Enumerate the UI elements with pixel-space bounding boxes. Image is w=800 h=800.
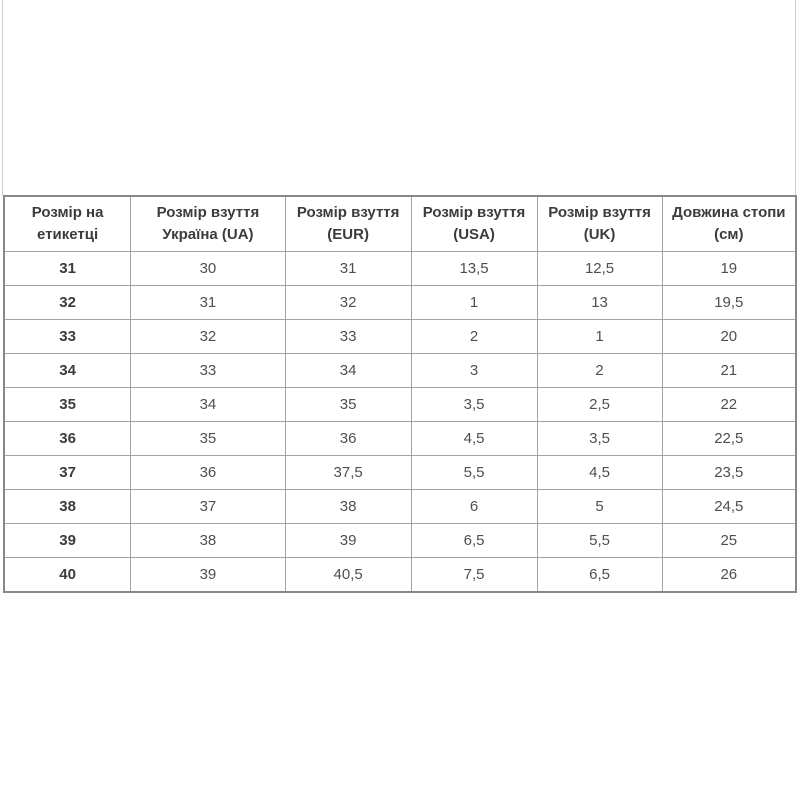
table-cell: 22 [662,388,796,422]
table-cell: 1 [537,320,662,354]
table-cell: 4,5 [537,456,662,490]
table-cell: 35 [285,388,411,422]
table-row [4,422,796,456]
table-cell: 12,5 [537,252,662,286]
table-row [4,558,796,593]
table-row [4,252,796,286]
column-header: Розмір взуття Україна (UA) [131,196,285,252]
column-header: Довжина стопи (см) [662,196,796,252]
table-cell: 36 [131,456,285,490]
shoe-size-conversion-table [3,195,797,593]
table-header-row [4,196,796,252]
table-cell: 37 [131,490,285,524]
table-cell: 3 [411,354,537,388]
table-cell: 5,5 [411,456,537,490]
table-cell: 34 [131,388,285,422]
label-size-cell: 36 [4,422,131,456]
table-row [4,286,796,320]
table-cell: 31 [131,286,285,320]
column-header: Розмір взуття (USA) [411,196,537,252]
table-cell: 30 [131,252,285,286]
table-cell: 35 [131,422,285,456]
table-cell: 24,5 [662,490,796,524]
table-cell: 22,5 [662,422,796,456]
table-cell: 13 [537,286,662,320]
table-cell: 3,5 [537,422,662,456]
label-size-cell: 32 [4,286,131,320]
table-cell: 1 [411,286,537,320]
label-size-cell: 40 [4,558,131,593]
label-size-cell: 38 [4,490,131,524]
table-cell: 7,5 [411,558,537,593]
table-row [4,456,796,490]
table-cell: 21 [662,354,796,388]
table-cell: 40,5 [285,558,411,593]
table-cell: 32 [131,320,285,354]
table-cell: 38 [131,524,285,558]
table-cell: 5 [537,490,662,524]
table-row [4,354,796,388]
table-cell: 6,5 [411,524,537,558]
label-size-cell: 37 [4,456,131,490]
table-row [4,320,796,354]
label-size-cell: 39 [4,524,131,558]
table-cell: 6,5 [537,558,662,593]
table-cell: 38 [285,490,411,524]
table-cell: 39 [285,524,411,558]
label-size-cell: 34 [4,354,131,388]
table-body [4,252,796,593]
table-cell: 33 [131,354,285,388]
table-cell: 20 [662,320,796,354]
table-cell: 2 [537,354,662,388]
table-cell: 39 [131,558,285,593]
column-header: Розмір взуття (UK) [537,196,662,252]
table-cell: 6 [411,490,537,524]
table-cell: 34 [285,354,411,388]
table-cell: 2,5 [537,388,662,422]
table-cell: 19,5 [662,286,796,320]
table-cell: 33 [285,320,411,354]
table-row [4,388,796,422]
table-cell: 2 [411,320,537,354]
table-row [4,490,796,524]
table-cell: 32 [285,286,411,320]
table-row [4,524,796,558]
table-cell: 3,5 [411,388,537,422]
label-size-cell: 33 [4,320,131,354]
label-size-cell: 35 [4,388,131,422]
table-cell: 19 [662,252,796,286]
table-header [4,196,796,252]
column-header: Розмір взуття (EUR) [285,196,411,252]
table-cell: 26 [662,558,796,593]
table-cell: 4,5 [411,422,537,456]
table-cell: 13,5 [411,252,537,286]
table-cell: 31 [285,252,411,286]
column-header: Розмір на етикетці [4,196,131,252]
table-cell: 36 [285,422,411,456]
table-cell: 37,5 [285,456,411,490]
page-edge-frame [2,0,796,196]
table-cell: 5,5 [537,524,662,558]
table-cell: 25 [662,524,796,558]
table-cell: 23,5 [662,456,796,490]
label-size-cell: 31 [4,252,131,286]
